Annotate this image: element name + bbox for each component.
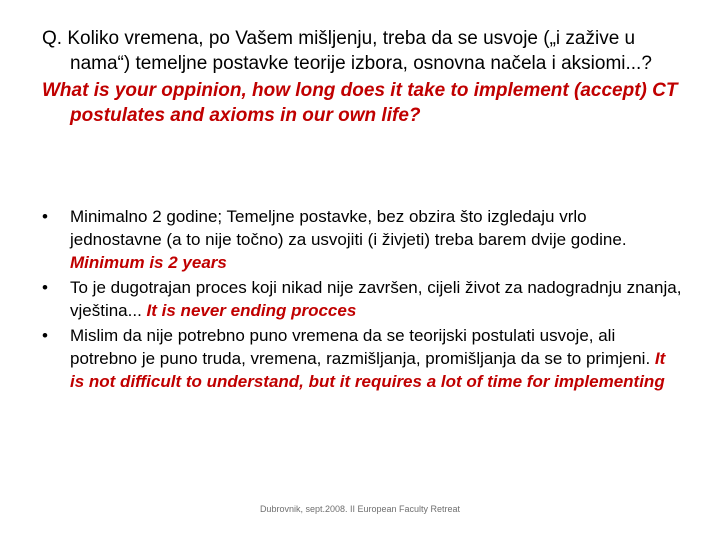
answer-english: Minimum is 2 years <box>70 253 227 272</box>
question-local: Q. Koliko vremena, po Vašem mišljenju, treba da se usvoje („i zažive u nama“) temeljne postavke teorije izbora, osnovna načela i aksiomi...? <box>42 28 652 74</box>
answer-english: It is not difficult to understand, but it requires a lot of time for implementing <box>70 349 666 391</box>
answer-item-1 <box>42 205 682 274</box>
answer-local: Mislim da nije potrebno puno vremena da se teorijski postulati usvoje, ali potrebno je puno truda, vremena, razmišljanja, promišljanja da se to primjeni. <box>70 326 655 368</box>
bullet-icon: • <box>42 207 48 226</box>
answer-local: Minimalno 2 godine; Temeljne postavke, bez obzira što izgledaju vrlo jednostavne (a to nije točno) za usvojiti (i živjeti) treba barem dvije godine. <box>70 207 627 249</box>
answer-local: To je dugotrajan proces koji nikad nije završen, cijeli život za nadogradnju znanja, vještina... <box>70 278 682 320</box>
bullet-icon: • <box>42 326 48 345</box>
footer-text: Dubrovnik, sept.2008. II European Faculty Retreat <box>259 504 461 514</box>
answer-english: It is never ending procces <box>146 301 357 320</box>
question-block <box>42 26 682 128</box>
answer-list <box>42 205 682 395</box>
question-english: What is your oppinion, how long does it take to implement (accept) CT postulates and axioms in our own life? <box>42 80 678 126</box>
answer-item-3 <box>42 324 682 393</box>
answer-item-2 <box>42 276 682 322</box>
bullet-icon: • <box>42 278 48 297</box>
